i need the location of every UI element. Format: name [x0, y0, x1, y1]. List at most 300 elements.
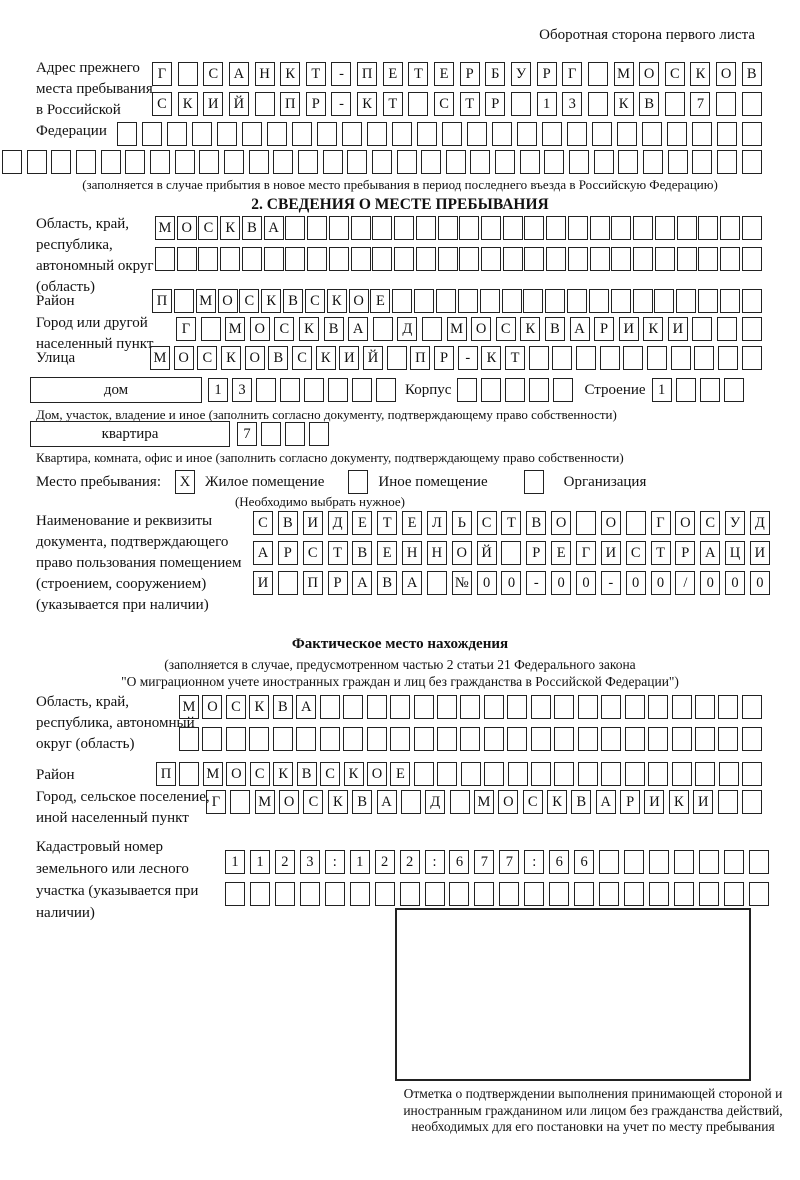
char-box[interactable]: Д	[425, 790, 445, 814]
char-box[interactable]	[524, 882, 544, 906]
char-box[interactable]	[484, 762, 504, 786]
char-box[interactable]: С	[197, 346, 217, 370]
char-box[interactable]	[724, 850, 744, 874]
char-box[interactable]: :	[524, 850, 544, 874]
char-box[interactable]	[101, 150, 121, 174]
char-box[interactable]: Л	[427, 511, 447, 535]
char-box[interactable]: Е	[390, 762, 410, 786]
char-box[interactable]	[589, 289, 609, 313]
char-box[interactable]	[392, 122, 412, 146]
char-box[interactable]	[449, 882, 469, 906]
char-box[interactable]	[698, 289, 718, 313]
char-box[interactable]: М	[614, 62, 634, 86]
char-box[interactable]	[320, 727, 340, 751]
checkbox-other-premises[interactable]	[348, 470, 368, 494]
char-box[interactable]	[264, 247, 284, 271]
char-box[interactable]	[676, 289, 696, 313]
char-box[interactable]	[511, 92, 531, 116]
char-box[interactable]: К	[357, 92, 377, 116]
char-box[interactable]	[155, 247, 175, 271]
char-box[interactable]	[296, 727, 316, 751]
char-box[interactable]: Т	[501, 511, 521, 535]
char-box[interactable]	[718, 695, 738, 719]
char-box[interactable]	[401, 790, 421, 814]
char-box[interactable]: Г	[176, 317, 196, 341]
char-box[interactable]: К	[690, 62, 710, 86]
char-box[interactable]: Н	[402, 541, 422, 565]
char-box[interactable]	[554, 727, 574, 751]
char-box[interactable]: С	[226, 695, 246, 719]
char-box[interactable]: В	[268, 346, 288, 370]
char-box[interactable]	[718, 727, 738, 751]
char-box[interactable]: С	[303, 790, 323, 814]
char-box[interactable]: С	[305, 289, 325, 313]
char-box[interactable]	[467, 122, 487, 146]
char-box[interactable]	[567, 289, 587, 313]
char-box[interactable]: В	[526, 511, 546, 535]
char-box[interactable]: Д	[397, 317, 417, 341]
char-box[interactable]	[578, 695, 598, 719]
char-box[interactable]: О	[349, 289, 369, 313]
char-box[interactable]: П	[303, 571, 323, 595]
char-box[interactable]	[601, 762, 621, 786]
char-box[interactable]: Г	[651, 511, 671, 535]
char-box[interactable]: И	[644, 790, 664, 814]
char-box[interactable]	[742, 790, 762, 814]
char-box[interactable]: Й	[363, 346, 383, 370]
char-box[interactable]	[492, 122, 512, 146]
char-box[interactable]	[623, 346, 643, 370]
char-box[interactable]	[351, 247, 371, 271]
char-box[interactable]	[717, 122, 737, 146]
char-box[interactable]	[179, 727, 199, 751]
char-box[interactable]: Р	[537, 62, 557, 86]
char-box[interactable]	[390, 695, 410, 719]
char-box[interactable]	[694, 346, 714, 370]
char-box[interactable]: К	[299, 317, 319, 341]
char-box[interactable]: К	[327, 289, 347, 313]
char-box[interactable]: И	[619, 317, 639, 341]
char-box[interactable]	[578, 762, 598, 786]
char-box[interactable]	[481, 378, 501, 402]
char-box[interactable]	[342, 122, 362, 146]
char-box[interactable]: Т	[505, 346, 525, 370]
char-box[interactable]	[742, 346, 762, 370]
char-box[interactable]: К	[643, 317, 663, 341]
char-box[interactable]: 1	[350, 850, 370, 874]
char-box[interactable]: А	[348, 317, 368, 341]
char-box[interactable]: О	[716, 62, 736, 86]
char-box[interactable]	[667, 122, 687, 146]
char-box[interactable]	[601, 727, 621, 751]
char-box[interactable]	[600, 346, 620, 370]
char-box[interactable]	[425, 882, 445, 906]
char-box[interactable]: А	[700, 541, 720, 565]
char-box[interactable]	[421, 150, 441, 174]
char-box[interactable]	[590, 247, 610, 271]
char-box[interactable]	[285, 247, 305, 271]
char-box[interactable]	[484, 695, 504, 719]
char-box[interactable]	[300, 882, 320, 906]
char-box[interactable]	[524, 247, 544, 271]
char-box[interactable]: 7	[474, 850, 494, 874]
char-box[interactable]	[495, 150, 515, 174]
char-box[interactable]: И	[303, 511, 323, 535]
char-box[interactable]	[459, 247, 479, 271]
char-box[interactable]: Е	[352, 511, 372, 535]
char-box[interactable]	[599, 882, 619, 906]
char-box[interactable]: 7	[690, 92, 710, 116]
char-box[interactable]	[507, 727, 527, 751]
char-box[interactable]: М	[225, 317, 245, 341]
char-box[interactable]: 2	[375, 850, 395, 874]
char-box[interactable]: Р	[278, 541, 298, 565]
char-box[interactable]	[416, 216, 436, 240]
char-box[interactable]	[523, 289, 543, 313]
char-box[interactable]	[367, 122, 387, 146]
char-box[interactable]	[647, 346, 667, 370]
char-box[interactable]	[250, 882, 270, 906]
char-box[interactable]	[481, 247, 501, 271]
char-box[interactable]: К	[316, 346, 336, 370]
char-box[interactable]	[698, 247, 718, 271]
char-box[interactable]: О	[452, 541, 472, 565]
char-box[interactable]: К	[328, 790, 348, 814]
char-box[interactable]	[749, 850, 769, 874]
char-box[interactable]: Г	[206, 790, 226, 814]
char-box[interactable]	[625, 762, 645, 786]
char-box[interactable]	[437, 695, 457, 719]
char-box[interactable]	[695, 695, 715, 719]
char-box[interactable]: П	[152, 289, 172, 313]
char-box[interactable]	[569, 150, 589, 174]
char-box[interactable]: К	[614, 92, 634, 116]
char-box[interactable]: О	[174, 346, 194, 370]
char-box[interactable]	[665, 92, 685, 116]
char-box[interactable]	[529, 378, 549, 402]
char-box[interactable]	[633, 247, 653, 271]
char-box[interactable]	[117, 122, 137, 146]
char-box[interactable]	[672, 762, 692, 786]
char-box[interactable]	[304, 378, 324, 402]
char-box[interactable]: Р	[460, 62, 480, 86]
char-box[interactable]: Т	[328, 541, 348, 565]
char-box[interactable]	[267, 122, 287, 146]
char-box[interactable]	[317, 122, 337, 146]
char-box[interactable]: О	[218, 289, 238, 313]
char-box[interactable]	[422, 317, 442, 341]
char-box[interactable]	[249, 727, 269, 751]
char-box[interactable]	[226, 727, 246, 751]
char-box[interactable]	[718, 346, 738, 370]
char-box[interactable]: М	[447, 317, 467, 341]
char-box[interactable]: К	[280, 62, 300, 86]
char-box[interactable]	[220, 247, 240, 271]
char-box[interactable]	[742, 289, 762, 313]
char-box[interactable]: 0	[501, 571, 521, 595]
char-box[interactable]	[552, 346, 572, 370]
char-box[interactable]	[599, 850, 619, 874]
char-box[interactable]	[674, 882, 694, 906]
char-box[interactable]	[624, 850, 644, 874]
char-box[interactable]: С	[320, 762, 340, 786]
char-box[interactable]: 3	[300, 850, 320, 874]
char-box[interactable]	[574, 882, 594, 906]
char-box[interactable]	[499, 882, 519, 906]
char-box[interactable]	[716, 92, 736, 116]
char-box[interactable]	[625, 695, 645, 719]
char-box[interactable]	[175, 150, 195, 174]
char-box[interactable]	[676, 378, 696, 402]
char-box[interactable]	[654, 289, 674, 313]
char-box[interactable]: В	[742, 62, 762, 86]
char-box[interactable]: Р	[594, 317, 614, 341]
char-box[interactable]	[457, 378, 477, 402]
char-box[interactable]: А	[596, 790, 616, 814]
char-box[interactable]: Н	[427, 541, 447, 565]
char-box[interactable]	[531, 762, 551, 786]
char-box[interactable]: К	[273, 762, 293, 786]
char-box[interactable]	[671, 346, 691, 370]
char-box[interactable]: С	[253, 511, 273, 535]
char-box[interactable]: И	[668, 317, 688, 341]
char-box[interactable]	[394, 216, 414, 240]
char-box[interactable]: 0	[477, 571, 497, 595]
char-box[interactable]	[648, 695, 668, 719]
char-box[interactable]: М	[255, 790, 275, 814]
char-box[interactable]	[280, 378, 300, 402]
char-box[interactable]: С	[203, 62, 223, 86]
char-box[interactable]	[387, 346, 407, 370]
char-box[interactable]	[554, 762, 574, 786]
char-box[interactable]	[307, 216, 327, 240]
char-box[interactable]	[329, 216, 349, 240]
char-box[interactable]: И	[339, 346, 359, 370]
char-box[interactable]: М	[150, 346, 170, 370]
char-box[interactable]	[717, 150, 737, 174]
char-box[interactable]: Т	[408, 62, 428, 86]
char-box[interactable]: 6	[574, 850, 594, 874]
char-box[interactable]: П	[156, 762, 176, 786]
char-box[interactable]	[442, 122, 462, 146]
char-box[interactable]	[531, 695, 551, 719]
char-box[interactable]	[648, 727, 668, 751]
char-box[interactable]: С	[292, 346, 312, 370]
char-box[interactable]: 2	[400, 850, 420, 874]
char-box[interactable]: 0	[576, 571, 596, 595]
char-box[interactable]: С	[434, 92, 454, 116]
char-box[interactable]	[201, 317, 221, 341]
char-box[interactable]: 0	[700, 571, 720, 595]
char-box[interactable]	[400, 882, 420, 906]
char-box[interactable]	[544, 150, 564, 174]
char-box[interactable]: Н	[255, 62, 275, 86]
char-box[interactable]: С	[239, 289, 259, 313]
char-box[interactable]: В	[352, 541, 372, 565]
char-box[interactable]	[437, 762, 457, 786]
char-box[interactable]: 7	[499, 850, 519, 874]
char-box[interactable]	[546, 247, 566, 271]
char-box[interactable]	[724, 882, 744, 906]
char-box[interactable]: Ь	[452, 511, 472, 535]
char-box[interactable]	[307, 247, 327, 271]
checkbox-organization[interactable]	[524, 470, 544, 494]
char-box[interactable]: Р	[620, 790, 640, 814]
char-box[interactable]	[408, 92, 428, 116]
char-box[interactable]	[529, 346, 549, 370]
char-box[interactable]	[438, 247, 458, 271]
char-box[interactable]	[461, 762, 481, 786]
char-box[interactable]	[436, 289, 456, 313]
char-box[interactable]	[611, 247, 631, 271]
char-box[interactable]: Е	[370, 289, 390, 313]
char-box[interactable]	[309, 422, 329, 446]
char-box[interactable]: 1	[250, 850, 270, 874]
char-box[interactable]	[720, 289, 740, 313]
char-box[interactable]: Й	[229, 92, 249, 116]
char-box[interactable]	[474, 882, 494, 906]
char-box[interactable]	[202, 727, 222, 751]
char-box[interactable]: Е	[551, 541, 571, 565]
char-box[interactable]	[343, 727, 363, 751]
char-box[interactable]: Г	[562, 62, 582, 86]
char-box[interactable]: П	[280, 92, 300, 116]
char-box[interactable]	[742, 762, 762, 786]
char-box[interactable]	[329, 247, 349, 271]
char-box[interactable]: М	[203, 762, 223, 786]
char-box[interactable]: Ц	[725, 541, 745, 565]
char-box[interactable]	[649, 882, 669, 906]
char-box[interactable]: :	[425, 850, 445, 874]
char-box[interactable]	[649, 850, 669, 874]
char-box[interactable]	[655, 216, 675, 240]
char-box[interactable]	[2, 150, 22, 174]
char-box[interactable]: Р	[675, 541, 695, 565]
char-box[interactable]	[347, 150, 367, 174]
char-box[interactable]: П	[410, 346, 430, 370]
char-box[interactable]	[470, 150, 490, 174]
char-box[interactable]	[655, 247, 675, 271]
char-box[interactable]	[460, 727, 480, 751]
char-box[interactable]	[414, 695, 434, 719]
char-box[interactable]: 6	[449, 850, 469, 874]
char-box[interactable]: В	[283, 289, 303, 313]
char-box[interactable]	[578, 727, 598, 751]
char-box[interactable]: П	[357, 62, 377, 86]
char-box[interactable]: Й	[477, 541, 497, 565]
char-box[interactable]: 1	[652, 378, 672, 402]
char-box[interactable]: И	[750, 541, 770, 565]
char-box[interactable]	[298, 150, 318, 174]
char-box[interactable]	[672, 727, 692, 751]
char-box[interactable]: К	[261, 289, 281, 313]
char-box[interactable]: 1	[208, 378, 228, 402]
char-box[interactable]: В	[278, 511, 298, 535]
char-box[interactable]: Е	[383, 62, 403, 86]
char-box[interactable]	[179, 762, 199, 786]
char-box[interactable]	[414, 727, 434, 751]
char-box[interactable]	[611, 289, 631, 313]
char-box[interactable]	[242, 122, 262, 146]
char-box[interactable]	[174, 289, 194, 313]
char-box[interactable]	[325, 882, 345, 906]
char-box[interactable]: Т	[383, 92, 403, 116]
char-box[interactable]	[242, 247, 262, 271]
char-box[interactable]	[450, 790, 470, 814]
char-box[interactable]: -	[331, 92, 351, 116]
char-box[interactable]: 0	[750, 571, 770, 595]
char-box[interactable]: Д	[328, 511, 348, 535]
char-box[interactable]: А	[402, 571, 422, 595]
char-box[interactable]	[217, 122, 237, 146]
char-box[interactable]	[417, 122, 437, 146]
char-box[interactable]	[648, 762, 668, 786]
char-box[interactable]: К	[520, 317, 540, 341]
char-box[interactable]	[76, 150, 96, 174]
char-box[interactable]: В	[571, 790, 591, 814]
char-box[interactable]	[742, 122, 762, 146]
char-box[interactable]	[719, 762, 739, 786]
char-box[interactable]: Р	[306, 92, 326, 116]
char-box[interactable]	[394, 247, 414, 271]
char-box[interactable]	[320, 695, 340, 719]
char-box[interactable]: С	[665, 62, 685, 86]
char-box[interactable]: 0	[626, 571, 646, 595]
char-box[interactable]	[484, 727, 504, 751]
char-box[interactable]	[742, 247, 762, 271]
char-box[interactable]	[350, 882, 370, 906]
char-box[interactable]	[692, 122, 712, 146]
char-box[interactable]	[392, 289, 412, 313]
char-box[interactable]	[542, 122, 562, 146]
char-box[interactable]: О	[639, 62, 659, 86]
char-box[interactable]: №	[452, 571, 472, 595]
char-box[interactable]	[285, 216, 305, 240]
char-box[interactable]	[668, 150, 688, 174]
char-box[interactable]: Р	[485, 92, 505, 116]
char-box[interactable]	[503, 216, 523, 240]
char-box[interactable]	[742, 216, 762, 240]
char-box[interactable]	[352, 378, 372, 402]
char-box[interactable]: -	[601, 571, 621, 595]
char-box[interactable]: А	[264, 216, 284, 240]
char-box[interactable]	[167, 122, 187, 146]
char-box[interactable]	[416, 247, 436, 271]
char-box[interactable]: Е	[402, 511, 422, 535]
char-box[interactable]: Е	[434, 62, 454, 86]
char-box[interactable]: О	[245, 346, 265, 370]
char-box[interactable]	[724, 378, 744, 402]
char-box[interactable]: О	[177, 216, 197, 240]
char-box[interactable]: 7	[237, 422, 257, 446]
char-box[interactable]: С	[250, 762, 270, 786]
char-box[interactable]: К	[669, 790, 689, 814]
char-box[interactable]: К	[220, 216, 240, 240]
checkbox-dwelling[interactable]: X	[175, 470, 195, 494]
char-box[interactable]: У	[511, 62, 531, 86]
char-box[interactable]	[351, 216, 371, 240]
char-box[interactable]	[427, 571, 447, 595]
char-box[interactable]: Д	[750, 511, 770, 535]
char-box[interactable]	[695, 727, 715, 751]
char-box[interactable]	[618, 150, 638, 174]
char-box[interactable]	[588, 62, 608, 86]
char-box[interactable]	[192, 122, 212, 146]
char-box[interactable]	[611, 216, 631, 240]
char-box[interactable]	[372, 216, 392, 240]
char-box[interactable]: К	[221, 346, 241, 370]
char-box[interactable]	[546, 216, 566, 240]
